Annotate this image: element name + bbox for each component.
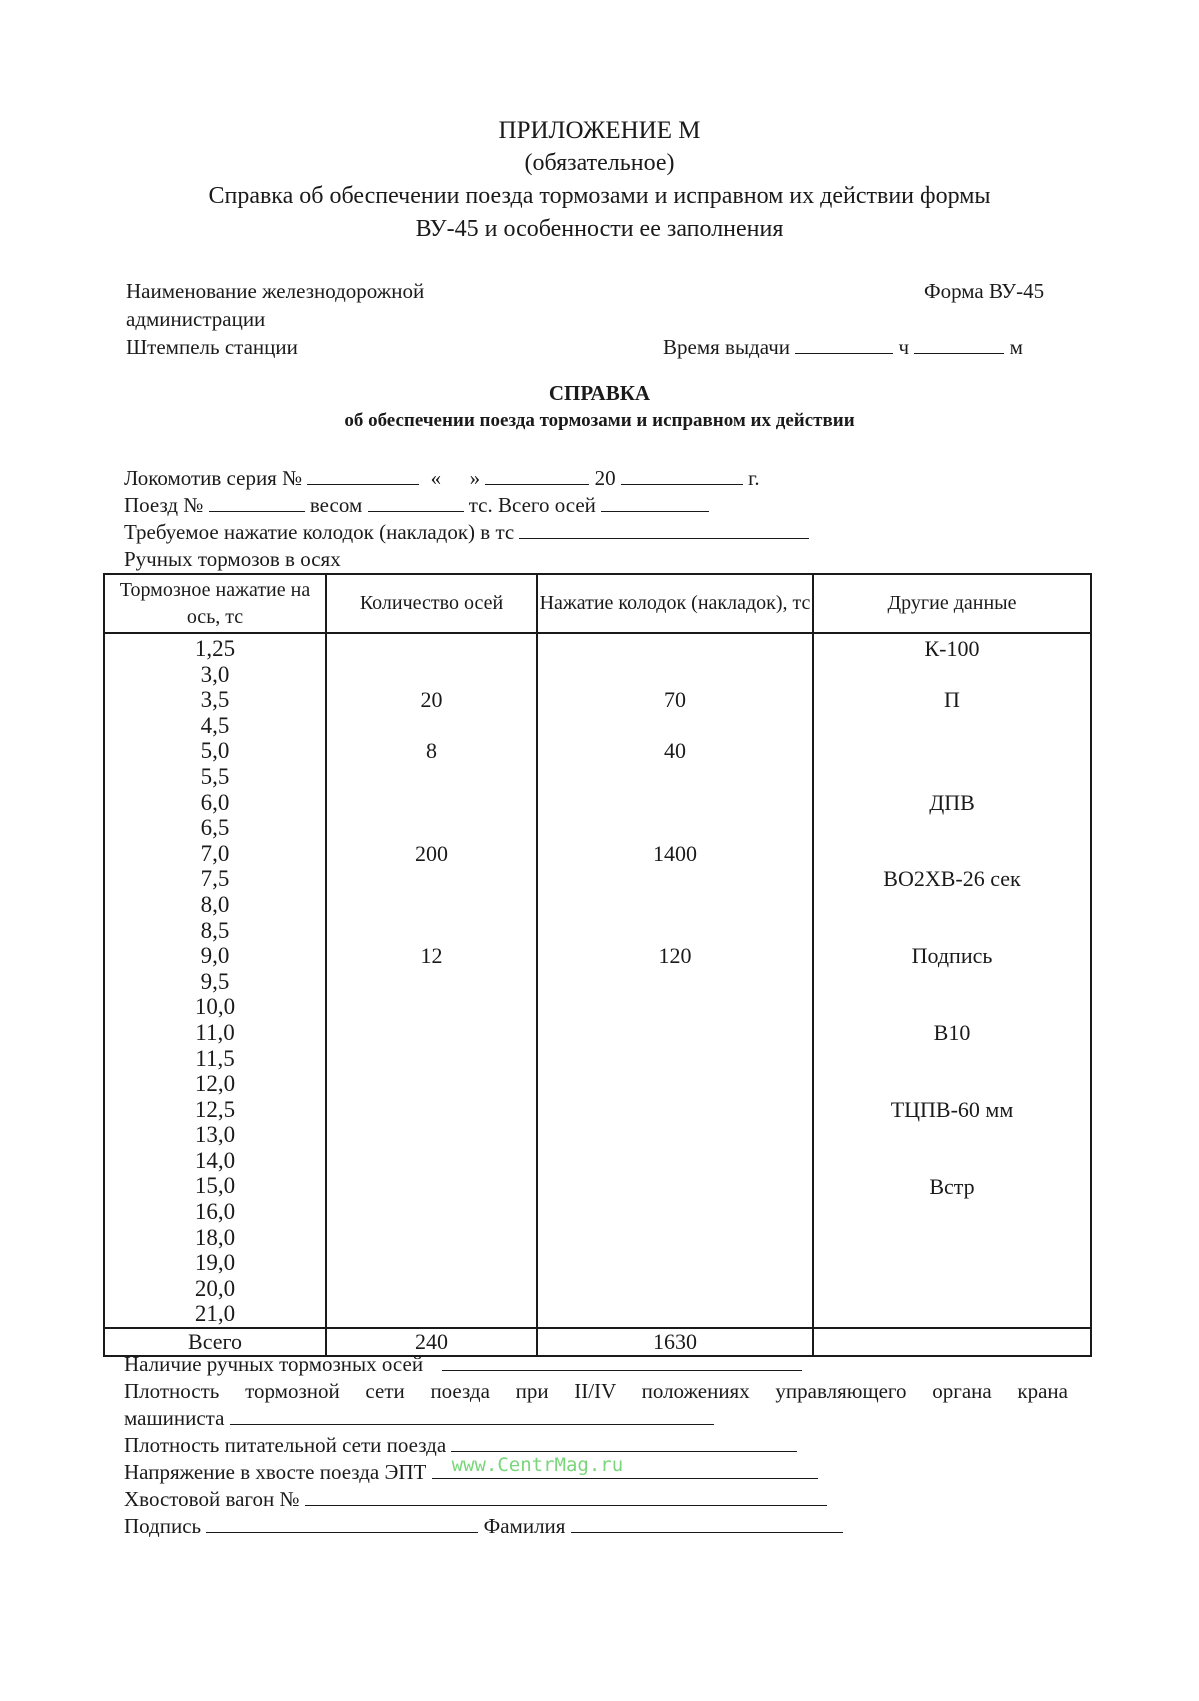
signature-label: Подпись [124, 1514, 202, 1538]
hand-brake-axles-row [124, 1352, 802, 1377]
certificate-title: СПРАВКА [548, 381, 651, 405]
axle-count-value: 200 [415, 840, 448, 866]
tail-wagon-field[interactable] [305, 1487, 827, 1506]
loco-series-field[interactable] [307, 466, 419, 485]
brake-table [103, 573, 1092, 1357]
pressure-value: 21,0 [194, 1301, 236, 1327]
pressure-value: 9,5 [200, 968, 230, 994]
tail-wagon-row [124, 1487, 827, 1512]
total-axles-field[interactable] [601, 493, 709, 512]
table-header-row [104, 574, 1091, 633]
train-row [124, 493, 709, 518]
railway-admin-label: Наименование железнодорожной [126, 279, 425, 303]
required-pressure-label: Требуемое нажатие колодок (накладок) в тс [124, 520, 515, 544]
other-data-value: К-100 [924, 636, 980, 661]
weight-field[interactable] [368, 493, 464, 512]
certificate-subtitle: об обеспечении поезда тормозами и исправном их действии [344, 410, 855, 431]
watermark: www.CentrMag.ru [451, 1454, 624, 1476]
header-other-data: Другие данные [813, 574, 1091, 633]
shoe-pressure-column [537, 633, 813, 1328]
weight-label: весом [309, 493, 363, 517]
total-axles: 240 [326, 1328, 537, 1356]
pressure-value: 5,0 [200, 738, 230, 764]
issue-time-row [663, 335, 1023, 360]
date-quote-open: « [430, 466, 442, 490]
density-label-line2: машиниста [124, 1406, 225, 1430]
shoe-pressure-value: 70 [664, 687, 686, 713]
density-field[interactable] [230, 1406, 714, 1425]
other-data-value: ДПВ [929, 789, 975, 815]
surname-label: Фамилия [483, 1514, 566, 1538]
table-body-row [104, 633, 1091, 1328]
pressure-value: 3,5 [200, 687, 230, 713]
loco-series-label: Локомотив серия № [124, 466, 303, 490]
minutes-unit: м [1009, 335, 1023, 359]
pressure-value: 6,5 [200, 815, 230, 841]
document-title-line2: ВУ-45 и особенности ее заполнения [415, 216, 784, 242]
pressure-value: 12,5 [194, 1096, 236, 1122]
document-title-line1: Справка об обеспечении поезда тормозами и исправном их действии формы [208, 183, 991, 209]
total-pressure: 1630 [537, 1328, 813, 1356]
total-other [813, 1328, 1091, 1356]
pressure-value: 6,0 [200, 789, 230, 815]
other-data-value: ВО2ХВ-26 сек [883, 866, 1021, 892]
date-year-field[interactable] [621, 466, 743, 485]
signature-field[interactable] [206, 1514, 478, 1533]
tail-wagon-label: Хвостовой вагон № [124, 1487, 300, 1511]
shoe-pressure-value: 120 [658, 943, 692, 969]
other-data-value: Встр [929, 1173, 975, 1199]
pressure-value: 10,0 [194, 994, 236, 1020]
other-data-value: Подпись [911, 943, 993, 969]
shoe-pressure-value: 40 [664, 738, 686, 764]
total-axles-label: тс. Всего осей [468, 493, 596, 517]
voltage-row [124, 1454, 818, 1485]
appendix-title: ПРИЛОЖЕНИЕ М [498, 117, 701, 144]
pressure-value: 15,0 [194, 1173, 236, 1199]
surname-field[interactable] [571, 1514, 843, 1533]
pressure-value: 11,0 [195, 1019, 235, 1045]
date-day-field[interactable] [446, 467, 464, 485]
pressure-value: 8,5 [200, 917, 230, 943]
other-data-value: П [944, 687, 960, 713]
train-number-field[interactable] [209, 493, 305, 512]
date-month-field[interactable] [485, 466, 589, 485]
issue-minutes-field[interactable] [914, 335, 1004, 354]
required-pressure-field[interactable] [519, 520, 809, 539]
pressure-value: 1,25 [194, 636, 236, 661]
pressure-value: 9,0 [200, 943, 230, 969]
voltage-label: Напряжение в хвосте поезда ЭПТ [124, 1460, 427, 1484]
pressure-value: 3,0 [200, 661, 230, 687]
pressure-value: 13,0 [194, 1122, 236, 1148]
pressure-value: 8,0 [200, 891, 230, 917]
issue-time-label: Время выдачи [663, 335, 791, 359]
hours-unit: ч [898, 335, 910, 359]
header-shoe-pressure: Нажатие колодок (накладок), тс [537, 574, 813, 633]
axle-count-column [326, 633, 537, 1328]
year-suffix: г. [748, 466, 760, 490]
axle-count-value: 20 [420, 687, 443, 713]
header-axle-pressure: Тормозное нажатие на ось, тс [104, 574, 326, 633]
pressure-list [105, 634, 325, 1327]
shoe-pressure-value: 1400 [653, 840, 697, 866]
pressure-value: 19,0 [194, 1250, 236, 1276]
pressure-value: 7,5 [200, 866, 230, 892]
hand-brake-axles-field[interactable] [442, 1352, 802, 1371]
pressure-value: 16,0 [194, 1199, 236, 1225]
pressure-value: 18,0 [194, 1224, 236, 1250]
density-label-line1: Плотность тормозной сети поезда при II/IV положениях управляющего органа крана [124, 1379, 1068, 1403]
station-stamp-label: Штемпель станции [126, 335, 298, 359]
appendix-status: (обязательное) [524, 150, 675, 176]
date-quote-close: » [469, 466, 481, 490]
feed-density-label: Плотность питательной сети поезда [124, 1433, 447, 1457]
pressure-value: 5,5 [200, 763, 230, 789]
issue-hours-field[interactable] [795, 335, 893, 354]
pressure-value: 20,0 [194, 1275, 236, 1301]
pressure-value: 7,0 [200, 840, 230, 866]
other-data-value: ТЦПВ-60 мм [890, 1096, 1014, 1122]
pressure-column [104, 633, 326, 1328]
required-pressure-row [124, 520, 809, 545]
pressure-value: 11,5 [195, 1045, 235, 1071]
other-data-column [813, 633, 1091, 1328]
axle-count-value: 12 [420, 943, 443, 969]
axle-count-value: 8 [426, 738, 437, 764]
form-code: Форма ВУ-45 [924, 279, 1045, 303]
railway-admin-label-line2: администрации [126, 307, 266, 331]
feed-density-field[interactable] [451, 1433, 797, 1452]
pressure-value: 12,0 [194, 1071, 236, 1097]
hand-brake-axles-label: Наличие ручных тормозных осей [124, 1352, 424, 1376]
other-data-value: В10 [933, 1020, 971, 1045]
density-row-line2 [124, 1406, 714, 1431]
voltage-field[interactable] [432, 1454, 818, 1479]
locomotive-row [124, 466, 760, 491]
year-prefix: 20 [594, 466, 616, 490]
train-number-label: Поезд № [124, 493, 204, 517]
signature-row [124, 1514, 843, 1539]
hand-brakes-label: Ручных тормозов в осях [124, 547, 341, 571]
pressure-value: 4,5 [200, 712, 230, 738]
header-axle-count: Количество осей [326, 574, 537, 633]
pressure-value: 14,0 [194, 1147, 236, 1173]
total-label: Всего [104, 1328, 326, 1356]
